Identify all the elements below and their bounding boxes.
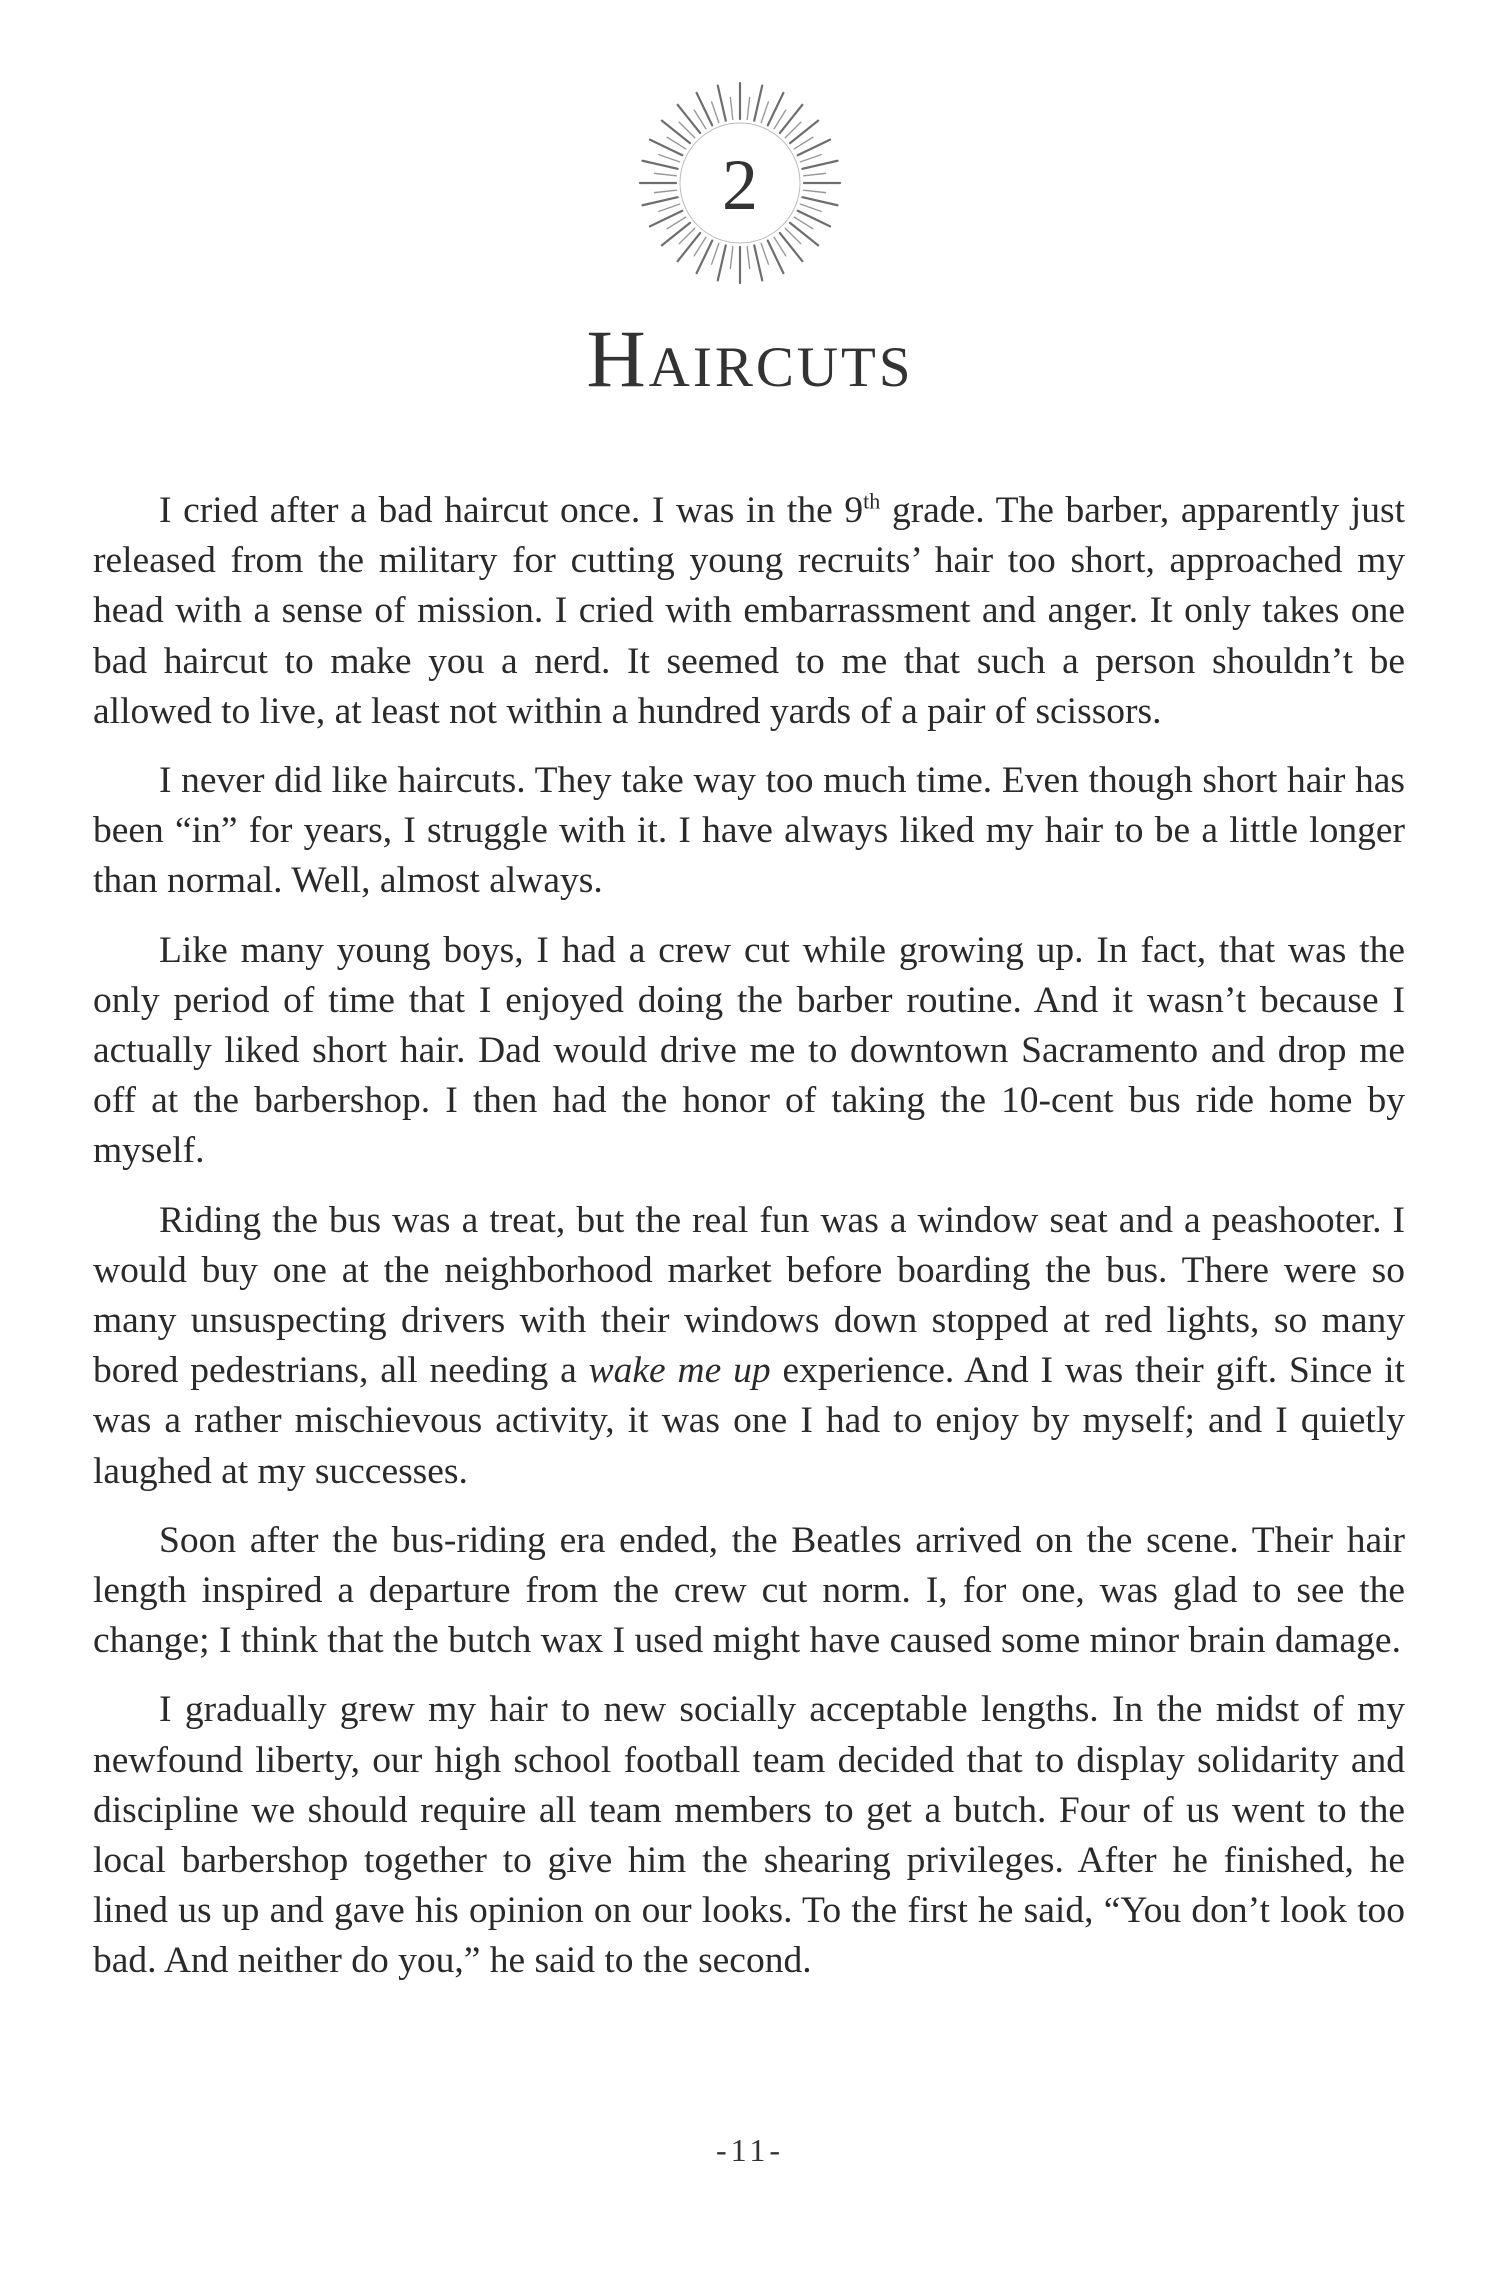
emphasis-text: wake me up [588,1350,771,1392]
page-number: -11- [715,2132,785,2168]
paragraph-1-text: I cried after a bad haircut once. I was in the 9 [159,490,864,531]
chapter-body [93,486,1405,2006]
ordinal-suffix: th [863,488,881,514]
paragraph-1-text-cont: grade. The barber, apparently just released from the military for cutting young recruits’ hair too short, approached my head with a sense of mission. I cried with embarrassment and anger. It only takes one bad haircut to make you a nerd. It seemed to me that such a person shouldn’t be allowed to live, at least not within a hundred yards of a pair of scissors. [93,490,1405,732]
paragraph-2: I never did like haircuts. They take way too much time. Even though short hair has been “in” for years, I struggle with it. I have always liked my hair to be a little longer than normal. Well, almost always. [93,760,1405,902]
paragraph-4-text: Riding the bus was a treat, but the real fun was a window seat and a peashooter. I would buy one at the neighborhood market before boarding the bus. There were so many unsuspecting drivers with their windows down stopped at red lights, so many bored pedestrians, all needing a [93,1199,1405,1392]
paragraph-4 [93,1196,1405,1497]
sun-ornament-icon [635,78,845,288]
paragraph-3: Like many young boys, I had a crew cut while growing up. In fact, that was the only period of time that I enjoyed doing the barber routine. And it wasn’t because I actually liked short hair. Dad would drive me to downtown Sacramento and drop me off at the barbershop. I then had the honor of taking the 10-cent bus ride home by myself. [93,929,1405,1172]
paragraph-5: Soon after the bus-riding era ended, the Beatles arrived on the scene. Their hair length inspired a departure from the crew cut norm. I, for one, was glad to see the change; I think that the butch wax I used might have caused some minor brain damage. [93,1519,1405,1662]
chapter-title: Haircuts [586,313,914,404]
paragraph-1 [93,486,1405,737]
chapter-number: 2 [722,145,758,225]
paragraph-6: I gradually grew my hair to new socially acceptable lengths. In the midst of my newfound liberty, our high school football team decided that to display solidarity and discipline we should require all team members to get a butch. Four of us went to the local barbershop together to give him the shearing privileges. After he finished, he lined us up and gave his opinion on our looks. To the first he said, “You don’t look too bad. And neither do you,” he said to the second. [93,1689,1405,1982]
paragraph-4-text-cont: experience. And I was their gift. Since it was a rather mischievous activity, it was one I had to enjoy by myself; and I quietly laughed at my successes. [93,1350,1405,1492]
